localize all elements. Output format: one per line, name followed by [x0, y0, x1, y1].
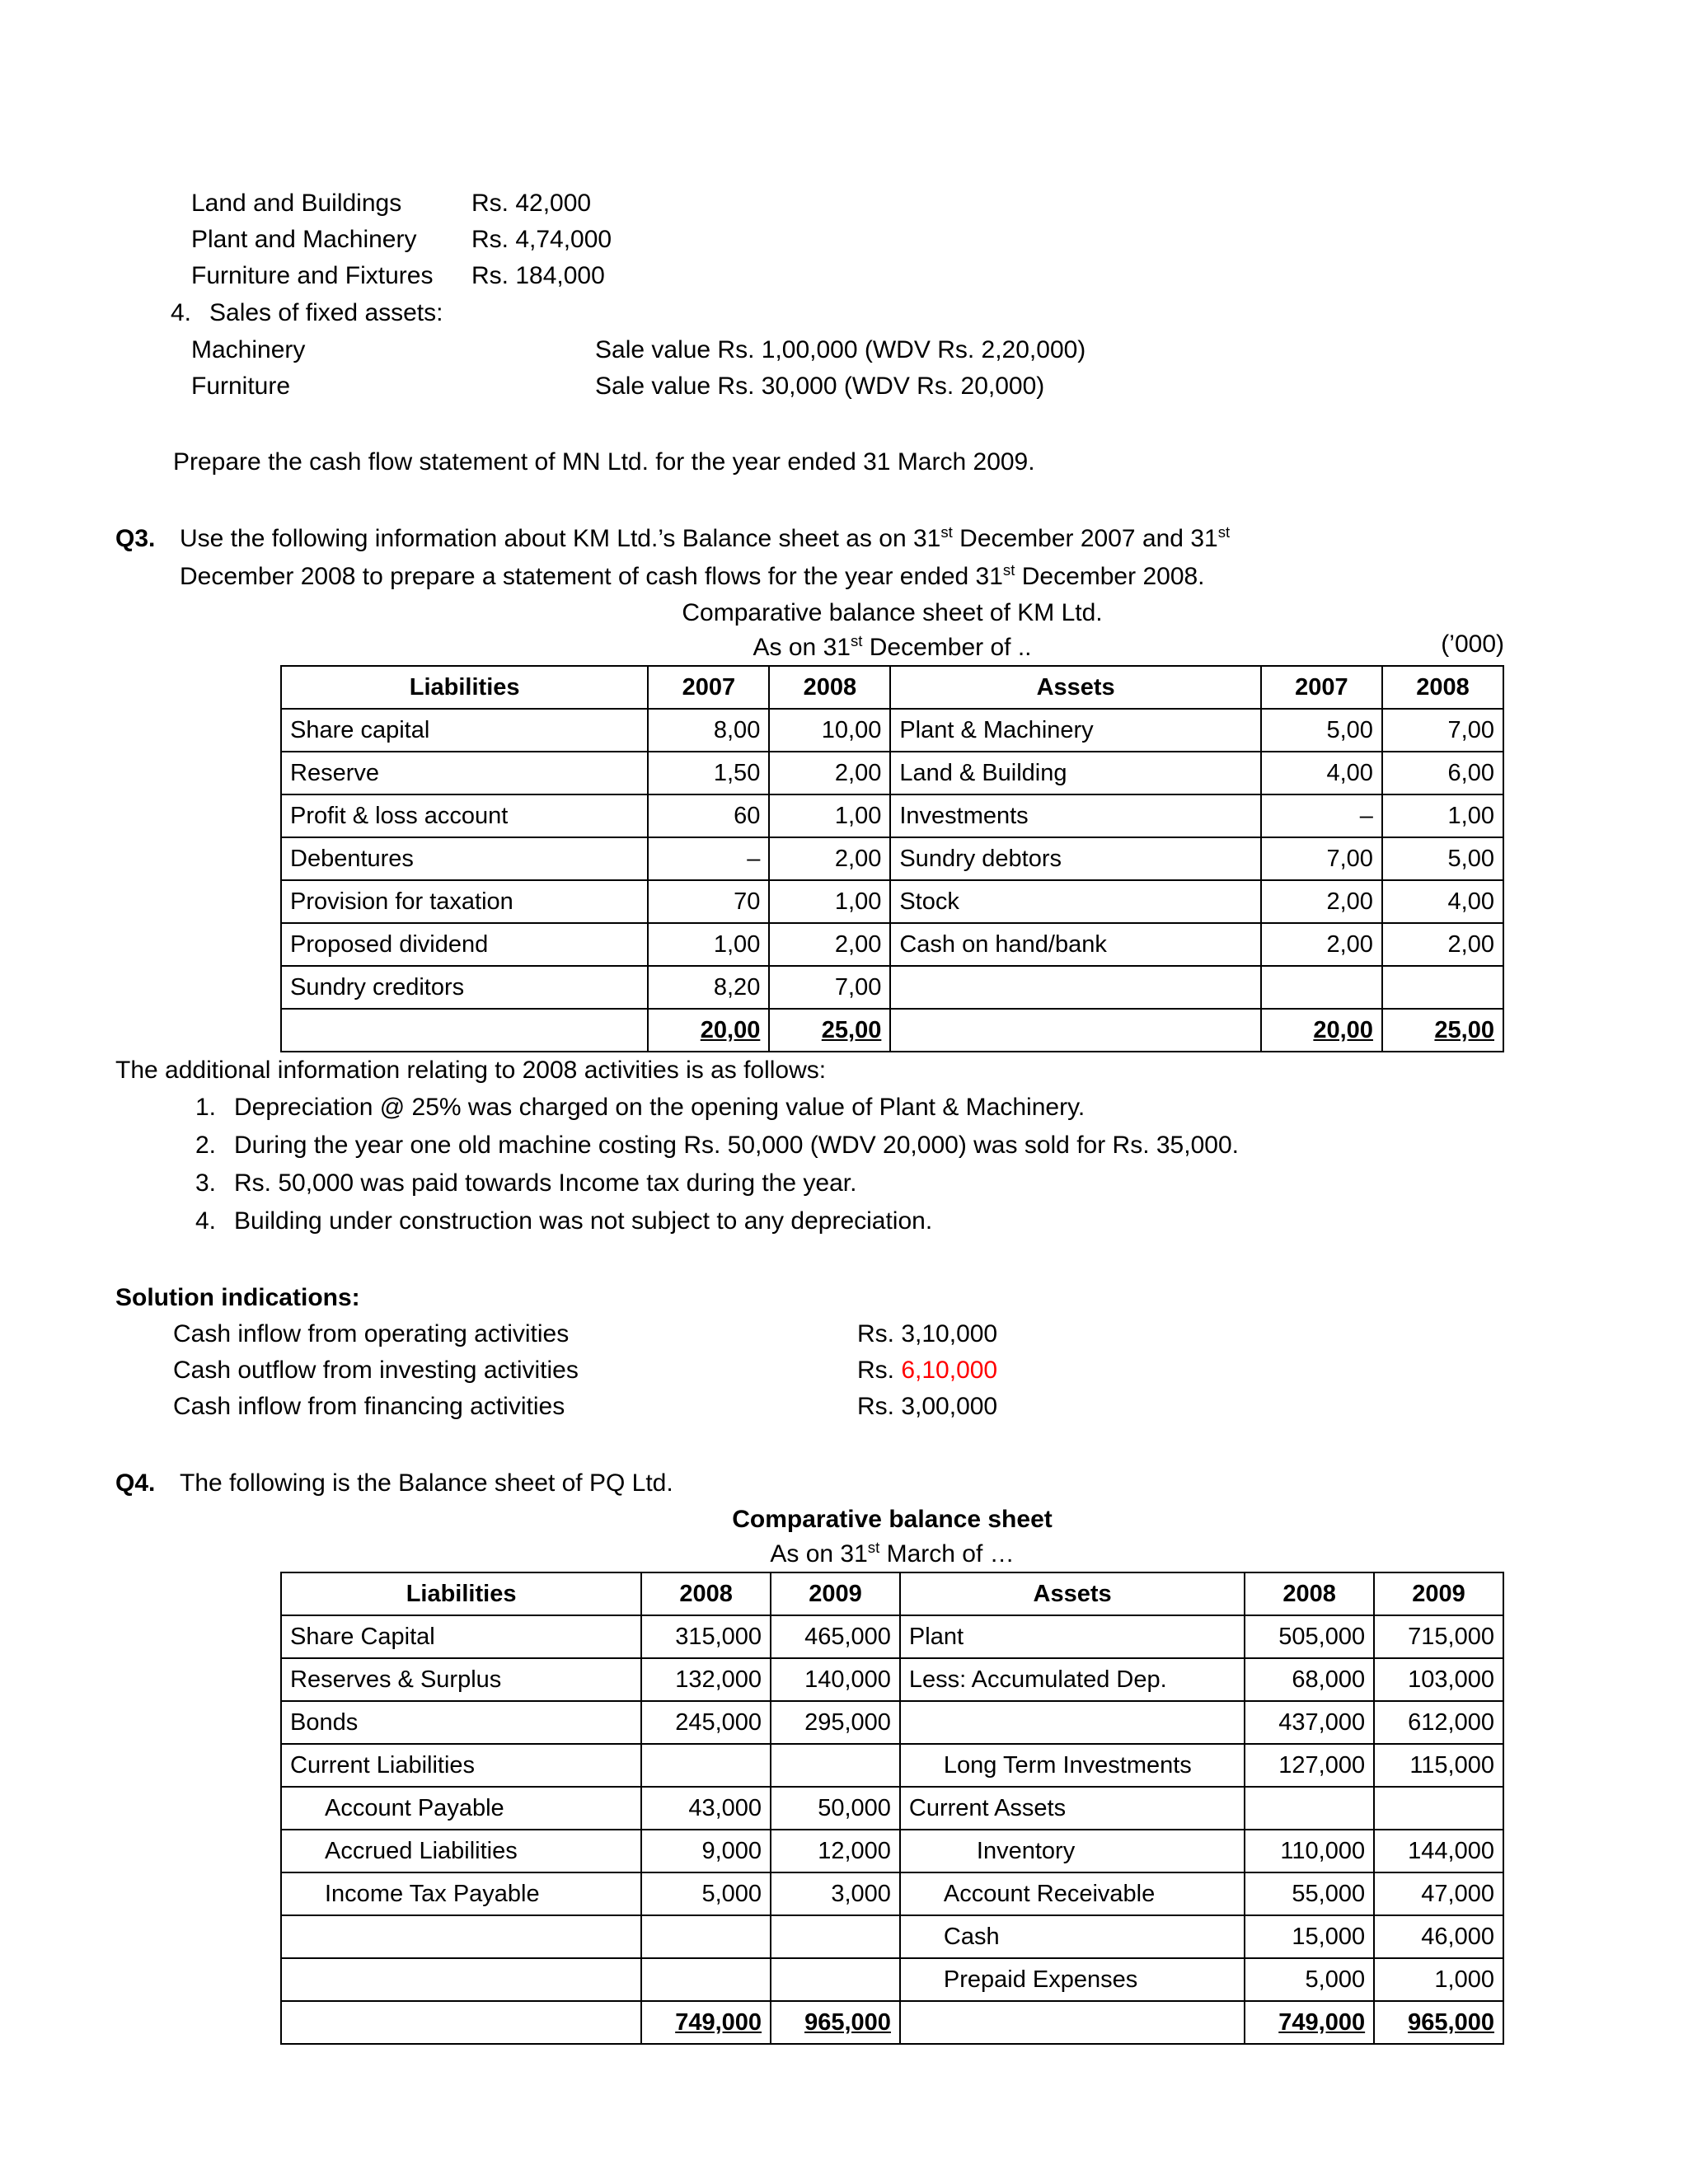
q3-text-2: December 2007 and 31	[952, 525, 1218, 552]
col-liabilities: Liabilities	[281, 666, 648, 709]
table-row	[281, 880, 1503, 923]
cell-l2008: 1,00	[769, 880, 890, 923]
cell-asset: Plant	[900, 1615, 1245, 1658]
km-table-title: Comparative balance sheet of KM Ltd.	[682, 599, 1103, 626]
cell-a2009: 115,000	[1374, 1744, 1503, 1787]
cell-total-liability	[281, 1009, 648, 1052]
additional-info-intro: The additional information relating to 2008 activities is as follows:	[115, 1057, 827, 1084]
km-table-subtitle	[280, 630, 1504, 665]
col-liabilities: Liabilities	[281, 1572, 641, 1615]
cell-asset: Long Term Investments	[900, 1744, 1245, 1787]
cell-asset	[890, 966, 1261, 1009]
additional-info-list	[173, 1089, 1543, 1240]
table-row	[281, 1658, 1503, 1701]
table-row	[281, 837, 1503, 880]
cell-l2009: 465,000	[771, 1615, 900, 1658]
cell-liability: Accrued Liabilities	[281, 1830, 641, 1872]
solution-prefix: Rs.	[857, 1320, 902, 1347]
cell-total-asset	[900, 2001, 1245, 2044]
list-item	[191, 368, 1543, 405]
pq-balance-sheet-table	[280, 1572, 1504, 2045]
item-number: 3.	[195, 1169, 216, 1197]
col-l-2008: 2008	[641, 1572, 771, 1615]
cell-a2007: 5,00	[1261, 709, 1382, 752]
km-subtitle-sup: st	[850, 632, 863, 649]
table-totals-row	[281, 2001, 1503, 2044]
sold-asset-label: Furniture	[191, 373, 291, 400]
question-4-label: Q4.	[115, 1469, 156, 1497]
cell-l2008: 315,000	[641, 1615, 771, 1658]
cell-l2007: 8,00	[648, 709, 769, 752]
cell-a2008: 437,000	[1245, 1701, 1374, 1744]
item-text: Rs. 50,000 was paid towards Income tax during the year.	[234, 1169, 857, 1197]
cell-asset: Plant & Machinery	[890, 709, 1261, 752]
cell-l2008	[641, 1915, 771, 1958]
cell-asset: Sundry debtors	[890, 837, 1261, 880]
list-item	[173, 1389, 1543, 1425]
item-number: 4.	[170, 299, 191, 326]
cell-a2009: 1,000	[1374, 1958, 1503, 2001]
cell-total-a2007: 20,00	[1261, 1009, 1382, 1052]
col-a-2008: 2008	[1382, 666, 1503, 709]
cell-l2008: 5,000	[641, 1872, 771, 1915]
table-row	[281, 794, 1503, 837]
cell-asset: Stock	[890, 880, 1261, 923]
cell-l2007: 1,00	[648, 923, 769, 966]
prepare-instruction: Prepare the cash flow statement of MN Ltd. for the year ended 31 March 2009.	[173, 448, 1035, 476]
cell-l2008: 2,00	[769, 752, 890, 794]
solution-value	[857, 1316, 1543, 1352]
cell-total-l2008: 749,000	[641, 2001, 771, 2044]
spacer	[191, 480, 1543, 520]
cell-asset: Investments	[890, 794, 1261, 837]
q3-text-1: Use the following information about KM Ltd.’s Balance sheet as on 31	[180, 525, 941, 552]
col-a-2009: 2009	[1374, 1572, 1503, 1615]
cell-a2008: 1,00	[1382, 794, 1503, 837]
spacer	[191, 1425, 1543, 1465]
cell-a2007: 7,00	[1261, 837, 1382, 880]
cell-l2007: 60	[648, 794, 769, 837]
cell-a2008: 15,000	[1245, 1915, 1374, 1958]
solution-label: Cash outflow from investing activities	[173, 1357, 579, 1384]
cell-a2007: 2,00	[1261, 923, 1382, 966]
asset-label: Land and Buildings	[191, 190, 402, 217]
cell-l2008: 132,000	[641, 1658, 771, 1701]
solution-label: Cash inflow from operating activities	[173, 1320, 570, 1347]
q3-sup-2: st	[1217, 523, 1231, 541]
solution-amount: 3,10,000	[901, 1320, 998, 1347]
solution-indications-list	[173, 1316, 1543, 1425]
cell-liability: Current Liabilities	[281, 1744, 641, 1787]
cell-l2008: 2,00	[769, 923, 890, 966]
cell-a2008: 68,000	[1245, 1658, 1374, 1701]
cell-l2007: –	[648, 837, 769, 880]
cell-l2009: 295,000	[771, 1701, 900, 1744]
table-header-row	[281, 1572, 1503, 1615]
cell-asset	[900, 1701, 1245, 1744]
cell-l2008: 10,00	[769, 709, 890, 752]
cell-asset: Prepaid Expenses	[900, 1958, 1245, 2001]
cell-total-a2008: 749,000	[1245, 2001, 1374, 2044]
question-3-body	[180, 520, 1543, 596]
cell-a2008: 6,00	[1382, 752, 1503, 794]
q3-sup-1: st	[940, 523, 953, 541]
list-item	[173, 1165, 1543, 1202]
table-row	[281, 1872, 1503, 1915]
col-l-2007: 2007	[648, 666, 769, 709]
cell-l2008: 9,000	[641, 1830, 771, 1872]
km-subtitle-pre: As on 31	[753, 634, 851, 661]
cell-a2008: 4,00	[1382, 880, 1503, 923]
question-3-label: Q3.	[115, 525, 156, 552]
asset-value: Rs. 184,000	[471, 262, 605, 289]
cell-a2008: 505,000	[1245, 1615, 1374, 1658]
question-4-body: The following is the Balance sheet of PQ Ltd.	[180, 1469, 673, 1497]
solution-value	[857, 1352, 1543, 1389]
table-row	[281, 1744, 1503, 1787]
asset-label: Plant and Machinery	[191, 226, 417, 253]
cell-l2009	[771, 1744, 900, 1787]
cell-total-l2008: 25,00	[769, 1009, 890, 1052]
q3-text-3: December 2008 to prepare a statement of cash flows for the year ended 31	[180, 563, 1003, 590]
km-subtitle-post: December of ..	[862, 634, 1032, 661]
pq-table-header-block	[280, 1502, 1504, 1572]
cell-liability: Reserves & Surplus	[281, 1658, 641, 1701]
cell-a2007: –	[1261, 794, 1382, 837]
pq-subtitle-post: March of …	[879, 1540, 1015, 1568]
item-number: 4.	[195, 1207, 216, 1235]
solution-label: Cash inflow from financing activities	[173, 1393, 565, 1420]
pq-subtitle-sup: st	[867, 1539, 880, 1556]
sales-of-fixed-assets-list	[191, 332, 1543, 405]
cell-a2008	[1245, 1787, 1374, 1830]
item-text: Depreciation @ 25% was charged on the opening value of Plant & Machinery.	[234, 1094, 1085, 1121]
cell-a2009: 144,000	[1374, 1830, 1503, 1872]
item-text: Sales of fixed assets:	[209, 299, 443, 326]
cell-l2007: 8,20	[648, 966, 769, 1009]
spacer	[191, 1240, 1543, 1280]
item-text: Building under construction was not subject to any depreciation.	[234, 1207, 933, 1235]
cell-a2007: 2,00	[1261, 880, 1382, 923]
solution-value	[857, 1389, 1543, 1425]
asset-label: Furniture and Fixtures	[191, 262, 434, 289]
table-row	[281, 1701, 1503, 1744]
cell-liability	[281, 1915, 641, 1958]
cell-l2008: 7,00	[769, 966, 890, 1009]
cell-asset: Current Assets	[900, 1787, 1245, 1830]
cell-l2007: 1,50	[648, 752, 769, 794]
cell-asset: Land & Building	[890, 752, 1261, 794]
cell-l2007: 70	[648, 880, 769, 923]
asset-value: Rs. 42,000	[471, 190, 592, 217]
km-table-header-block	[280, 596, 1504, 665]
cell-l2009	[771, 1915, 900, 1958]
item-number: 1.	[195, 1094, 216, 1121]
cell-a2009: 103,000	[1374, 1658, 1503, 1701]
cell-a2008: 127,000	[1245, 1744, 1374, 1787]
list-item	[191, 185, 1543, 222]
list-item	[173, 1316, 1543, 1352]
q3-text-4: December 2008.	[1015, 563, 1205, 590]
list-item	[173, 1202, 1543, 1240]
item-text: During the year one old machine costing Rs. 50,000 (WDV 20,000) was sold for Rs. 35,000.	[234, 1132, 1239, 1159]
col-a-2007: 2007	[1261, 666, 1382, 709]
cell-a2009: 46,000	[1374, 1915, 1503, 1958]
col-l-2008: 2008	[769, 666, 890, 709]
cell-total-l2007: 20,00	[648, 1009, 769, 1052]
table-row	[281, 1915, 1503, 1958]
sold-asset-value: Sale value Rs. 30,000 (WDV Rs. 20,000)	[595, 373, 1045, 400]
table-totals-row	[281, 1009, 1503, 1052]
list-item	[173, 1127, 1543, 1165]
cell-a2008: 110,000	[1245, 1830, 1374, 1872]
item-number: 2.	[195, 1132, 216, 1159]
cell-liability	[281, 1958, 641, 2001]
cell-a2009: 715,000	[1374, 1615, 1503, 1658]
cell-liability: Reserve	[281, 752, 648, 794]
cell-total-l2009: 965,000	[771, 2001, 900, 2044]
cell-a2008: 5,000	[1245, 1958, 1374, 2001]
cell-liability: Bonds	[281, 1701, 641, 1744]
cell-l2008: 245,000	[641, 1701, 771, 1744]
cell-asset: Inventory	[900, 1830, 1245, 1872]
cell-total-a2009: 965,000	[1374, 2001, 1503, 2044]
question-3	[115, 520, 1543, 596]
cell-a2008: 2,00	[1382, 923, 1503, 966]
table-row	[281, 1958, 1503, 2001]
cell-asset: Cash	[900, 1915, 1245, 1958]
cell-l2008	[641, 1744, 771, 1787]
cell-asset: Less: Accumulated Dep.	[900, 1658, 1245, 1701]
cell-liability: Share capital	[281, 709, 648, 752]
sales-of-fixed-assets-heading	[148, 294, 1543, 332]
cell-total-a2008: 25,00	[1382, 1009, 1503, 1052]
cell-a2008: 5,00	[1382, 837, 1503, 880]
solution-prefix: Rs.	[857, 1357, 902, 1384]
cell-liability: Sundry creditors	[281, 966, 648, 1009]
list-item	[173, 1089, 1543, 1127]
cell-l2009	[771, 1958, 900, 2001]
asset-value: Rs. 4,74,000	[471, 226, 612, 253]
table-row	[281, 709, 1503, 752]
table-row	[281, 1787, 1503, 1830]
cell-a2009	[1374, 1787, 1503, 1830]
solution-indications-heading: Solution indications:	[115, 1284, 360, 1311]
cell-l2009: 140,000	[771, 1658, 900, 1701]
table-row	[281, 966, 1503, 1009]
pq-subtitle-pre: As on 31	[770, 1540, 868, 1568]
cell-a2007: 4,00	[1261, 752, 1382, 794]
col-a-2008: 2008	[1245, 1572, 1374, 1615]
cell-liability: Profit & loss account	[281, 794, 648, 837]
solution-amount: 3,00,000	[901, 1393, 998, 1420]
pq-table-subtitle	[280, 1537, 1504, 1572]
cell-liability: Proposed dividend	[281, 923, 648, 966]
cell-a2008	[1382, 966, 1503, 1009]
q3-sup-3: st	[1002, 561, 1015, 579]
table-row	[281, 1830, 1503, 1872]
question-4	[115, 1465, 1543, 1502]
cell-total-liability	[281, 2001, 641, 2044]
list-item	[191, 222, 1543, 258]
cell-a2009: 612,000	[1374, 1701, 1503, 1744]
table-header-row	[281, 666, 1503, 709]
cell-liability: Income Tax Payable	[281, 1872, 641, 1915]
table-row	[281, 752, 1503, 794]
opening-assets-list	[191, 185, 1543, 294]
cell-liability: Debentures	[281, 837, 648, 880]
cell-asset: Account Receivable	[900, 1872, 1245, 1915]
km-balance-sheet-table	[280, 665, 1504, 1052]
cell-l2009: 12,000	[771, 1830, 900, 1872]
cell-asset: Cash on hand/bank	[890, 923, 1261, 966]
table-row	[281, 1615, 1503, 1658]
list-item	[191, 258, 1543, 294]
cell-liability: Provision for taxation	[281, 880, 648, 923]
km-table-units: (’000)	[1441, 630, 1504, 658]
solution-prefix: Rs.	[857, 1393, 902, 1420]
cell-a2009: 47,000	[1374, 1872, 1503, 1915]
col-assets: Assets	[890, 666, 1261, 709]
cell-a2007	[1261, 966, 1382, 1009]
cell-total-asset	[890, 1009, 1261, 1052]
cell-a2008: 7,00	[1382, 709, 1503, 752]
col-assets: Assets	[900, 1572, 1245, 1615]
cell-liability: Account Payable	[281, 1787, 641, 1830]
cell-liability: Share Capital	[281, 1615, 641, 1658]
cell-l2008	[641, 1958, 771, 2001]
table-row	[281, 923, 1503, 966]
page-content	[115, 185, 1543, 2045]
cell-l2009: 50,000	[771, 1787, 900, 1830]
pq-table-title: Comparative balance sheet	[732, 1506, 1053, 1533]
sold-asset-value: Sale value Rs. 1,00,000 (WDV Rs. 2,20,000)	[595, 336, 1086, 363]
spacer	[191, 405, 1543, 444]
solution-amount-highlighted: 6,10,000	[901, 1357, 998, 1384]
col-l-2009: 2009	[771, 1572, 900, 1615]
cell-l2008: 1,00	[769, 794, 890, 837]
list-item	[173, 1352, 1543, 1389]
cell-l2009: 3,000	[771, 1872, 900, 1915]
sold-asset-label: Machinery	[191, 336, 306, 363]
cell-l2008: 43,000	[641, 1787, 771, 1830]
cell-a2008: 55,000	[1245, 1872, 1374, 1915]
list-item	[191, 332, 1543, 368]
cell-l2008: 2,00	[769, 837, 890, 880]
